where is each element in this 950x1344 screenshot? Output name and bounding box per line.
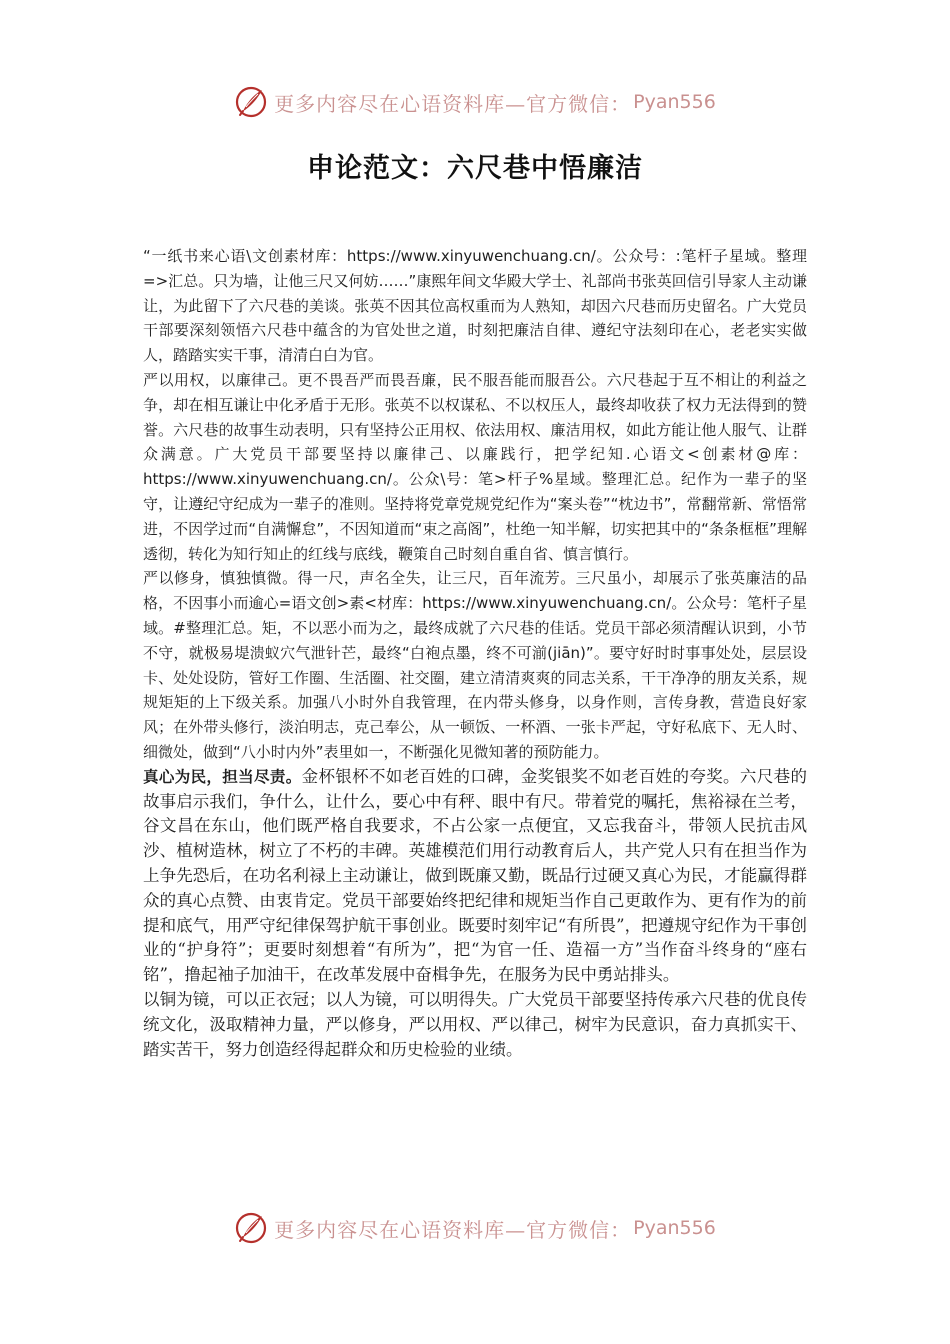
header-banner — [0, 82, 950, 122]
article-body — [143, 244, 807, 1062]
paragraph-conclusion — [143, 988, 807, 1062]
banner-wechat-handle: Pyan556 — [633, 91, 716, 113]
banner-text: 更多内容尽在心语资料库—官方微信： — [274, 1217, 632, 1242]
paragraph-text: 以铜为镜，可以正衣冠；以人为镜，可以明得失。广大党员干部要坚持传承六尺巷的优良传统文化，汲取精神力量，严以修身，严以用权、严以律己，树牢为民意识，奋力真抓实干、踏实苦干，努力创造经得起群众和历史检验的业绩。 — [143, 989, 807, 1059]
page-title: 申论范文：六尺巷中悟廉洁 — [307, 153, 643, 184]
paragraph-text: 严以用权，以廉律己。更不畏吾严而畏吾廉，民不服吾能而服吾公。六尺巷起于互不相让的利益之争，却在相互谦让中化矛盾于无形。张英不以权谋私、不以权压人，最终却收获了权力无法得到的赞誉。六尺巷的故事生动表明，只有坚持公正用权、依法用权、廉洁用权，如此方能让他人服气、让群众满意。广大党员干部要坚持以廉律己、以廉践行，把学纪知.心语文<创素材@库：https://www.xinyuwenchuang.cn/。公众\号：笔>杆子%星域。整理汇总。纪作为一辈子的坚守，让遵纪守纪成为一辈子的准则。坚持将党章党规党纪作为“案头卷”“枕边书”，常翻常新、常悟常进，不因学过而“自满懈怠”，不因知道而“束之高阁”，杜绝一知半解，切实把其中的“条条框框”理解透彻，转化为知行知止的红线与底线，鞭策自己时刻自重自省、慎言慎行。 — [143, 370, 807, 563]
paragraph-text: 金杯银杯不如老百姓的口碑，金奖银奖不如老百姓的夸奖。六尺巷的故事启示我们，争什么，让什么，要心中有秤、眼中有尺。带着党的嘱托，焦裕禄在兰考，谷文昌在东山，他们既严格自我要求，不占公家一点便宜，又忘我奋斗，带领人民抗击风沙、植树造林，树立了不朽的丰碑。英雄模范们用行动教育后人，共产党人只有在担当作为上争先恐后，在功名利禄上主动谦让，做到既廉又勤，既品行过硬又真心为民，才能赢得群众的真心点赞、由衷肯定。党员干部要始终把纪律和规矩当作自己更敢作为、更有作为的前提和底气，用严守纪律保驾护航干事创业。既要时刻牢记“有所畏”，把遵规守纪作为干事创业的“护身符”；更要时刻想着“有所为”，把“为官一任、造福一方”当作奋斗终身的“座右铭”，撸起袖子加油干，在改革发展中奋楫争先，在服务为民中勇站排头。 — [143, 766, 807, 985]
paragraph-text: 严以修身，慎独慎微。得一尺，声名全失，让三尺，百年流芳。三尺虽小，却展示了张英廉洁的品格，不因事小而逾心=语文创>素<材库：https://www.xinyuwenchuang.cn/。公众号：笔杆子星域。#整理汇总。矩，不以恶小而为之，最终成就了六尺巷的佳话。党员干部必须清醒认识到，小节不守，就极易堤溃蚁穴气泄针芒，最终“白袍点墨，终不可湔(jiān)”。要守好时时事事处处，层层设卡、处处设防，管好工作圈、生活圈、社交圈，建立清清爽爽的同志关系，干干净净的朋友关系，规规矩矩的上下级关系。加强八小时外自我管理，在内带头修身，以身作则，言传身教，营造良好家风；在外带头修行，淡泊明志，克己奉公，从一顿饭、一杯酒、一张卡严起，守好私底下、无人时、细微处，做到“八小时内外”表里如一，不断强化见微知著的预防能力。 — [143, 569, 807, 761]
paragraph-lead: 真心为民，担当尽责。 — [143, 767, 302, 786]
paragraph-serve-people — [143, 765, 807, 988]
quill-logo-icon — [234, 1211, 268, 1245]
quill-logo-icon — [234, 85, 268, 119]
paragraph-text: “一纸书来心语\文创素材库：https://www.xinyuwenchuang.cn/。公众号：:笔杆子星域。整理=>汇总。只为墙，让他三尺又何妨……”康熙年间文华殿大学士、礼部尚书张英回信引导家人主动谦让，为此留下了六尺巷的美谈。张英不因其位高权重而为人熟知，却因六尺巷而历史留名。广大党员干部要深刻领悟六尺巷中蕴含的为官处世之道，时刻把廉洁自律、遵纪守法刻印在心，老老实实做人，踏踏实实干事，清清白白为官。 — [143, 247, 807, 365]
paragraph-self-cultivation — [143, 566, 807, 764]
footer-banner — [0, 1208, 950, 1248]
paragraph-intro — [143, 244, 807, 368]
banner-text: 更多内容尽在心语资料库—官方微信： — [274, 91, 632, 116]
banner-wechat-handle: Pyan556 — [633, 1217, 716, 1239]
paragraph-power — [143, 368, 807, 566]
